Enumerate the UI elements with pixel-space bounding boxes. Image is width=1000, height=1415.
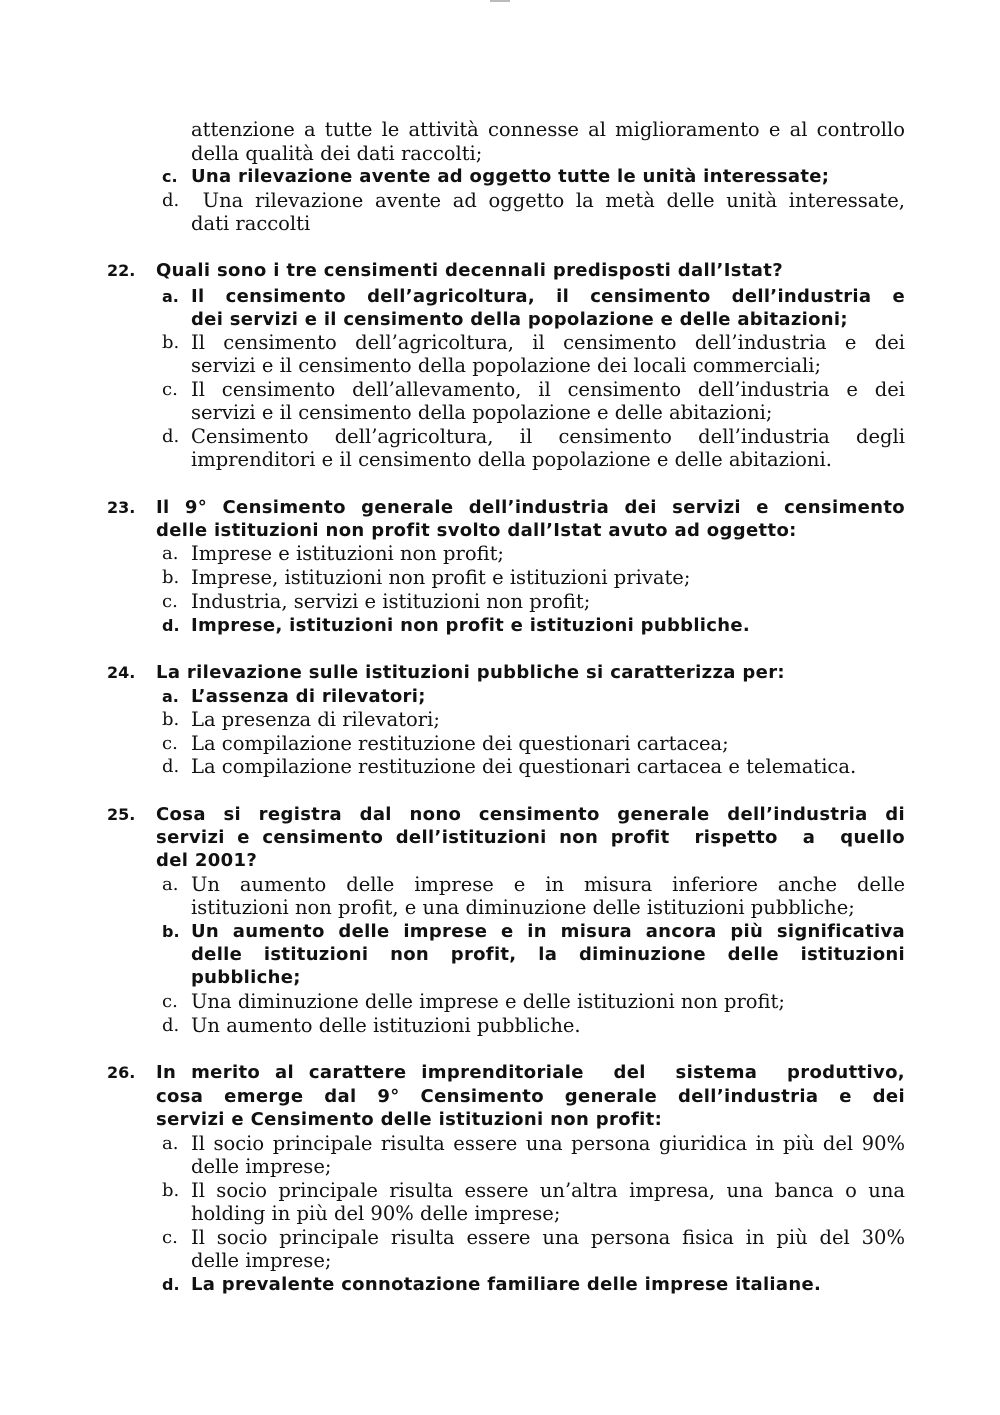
option-label: c. — [162, 379, 178, 400]
option-text: Industria, servizi e istituzioni non profit; — [191, 590, 591, 613]
option-label: d. — [162, 616, 180, 635]
question-text: Quali sono i tre censimenti decennali predisposti dall’Istat? — [156, 260, 784, 281]
question-text: Il 9° Censimento generale dell’industria dei servizi e censimento — [156, 497, 905, 518]
question-number: 26. — [107, 1063, 136, 1082]
option-text: Il censimento dell’agricoltura, il censimento dell’industria e dei — [191, 331, 905, 354]
intro-line: attenzione a tutte le attività connesse al miglioramento e al controllo — [191, 118, 905, 141]
question-number: 25. — [107, 805, 136, 824]
option-label: d. — [162, 1015, 180, 1036]
option-label: a. — [162, 1133, 179, 1154]
option-text: La presenza di rilevatori; — [191, 708, 440, 731]
option-text-correct: pubbliche; — [191, 967, 301, 988]
option-text: La compilazione restituzione dei questionari cartacea; — [191, 732, 729, 755]
question-text: servizi e Censimento delle istituzioni non profit: — [156, 1109, 663, 1130]
option-text: delle imprese; — [191, 1249, 332, 1272]
option-text-correct: Una rilevazione avente ad oggetto tutte le unità interessate; — [191, 166, 830, 187]
option-text: Un aumento delle imprese e in misura inferiore anche delle — [191, 873, 905, 896]
option-text: Una rilevazione avente ad oggetto la metà delle unità interessate, — [191, 189, 905, 212]
intro-line: della qualità dei dati raccolti; — [191, 141, 483, 165]
option-label: d. — [162, 190, 180, 211]
option-text: imprenditori e il censimento della popolazione e delle abitazioni. — [191, 448, 832, 471]
question-number: 24. — [107, 663, 136, 682]
option-text-correct: La prevalente connotazione familiare delle imprese italiane. — [191, 1274, 822, 1295]
question-text: del 2001? — [156, 850, 258, 871]
option-text-correct: delle istituzioni non profit, la diminuzione delle istituzioni — [191, 944, 905, 965]
option-text-correct: Un aumento delle imprese e in misura ancora più significativa — [191, 921, 905, 942]
option-label: c. — [162, 991, 178, 1012]
option-text-correct: Il censimento dell’agricoltura, il censimento dell’industria e — [191, 286, 905, 307]
option-text: Imprese, istituzioni non profit e istituzioni private; — [191, 566, 691, 589]
option-label: c. — [162, 733, 178, 754]
option-label: d. — [162, 756, 180, 777]
question-number: 22. — [107, 261, 136, 280]
question-number: 23. — [107, 498, 136, 517]
option-label: c. — [162, 591, 178, 612]
option-label: a. — [162, 874, 179, 895]
option-label: a. — [162, 687, 179, 706]
option-text: dati raccolti — [191, 212, 311, 235]
option-text: Il socio principale risulta essere una persona giuridica in più del 90% — [191, 1132, 905, 1155]
option-label: a. — [162, 543, 179, 564]
option-text-correct: dei servizi e il censimento della popolazione e delle abitazioni; — [191, 309, 848, 330]
option-text: Il socio principale risulta essere un’altra impresa, una banca o una — [191, 1179, 905, 1202]
option-text: Un aumento delle istituzioni pubbliche. — [191, 1014, 581, 1037]
option-label: b. — [162, 567, 180, 588]
option-text: Una diminuzione delle imprese e delle istituzioni non profit; — [191, 990, 785, 1013]
option-label: b. — [162, 332, 180, 353]
question-text: Cosa si registra dal nono censimento generale dell’industria di — [156, 804, 905, 825]
option-text: servizi e il censimento della popolazione e delle abitazioni; — [191, 401, 773, 424]
option-text: servizi e il censimento della popolazione dei locali commerciali; — [191, 354, 822, 377]
option-text-correct: L’assenza di rilevatori; — [191, 686, 426, 707]
option-text: Il censimento dell’allevamento, il censimento dell’industria e dei — [191, 378, 905, 401]
option-text: La compilazione restituzione dei questionari cartacea e telematica. — [191, 755, 857, 778]
question-text: La rilevazione sulle istituzioni pubbliche si caratterizza per: — [156, 662, 785, 683]
option-label: d. — [162, 1275, 180, 1294]
option-label: b. — [162, 922, 180, 941]
option-label: b. — [162, 1180, 180, 1201]
option-label: c. — [162, 167, 178, 186]
question-text: servizi e censimento dell’istituzioni non profit rispetto a quello — [156, 827, 905, 848]
option-text: delle imprese; — [191, 1155, 332, 1178]
option-label: d. — [162, 426, 180, 447]
question-text: In merito al carattere imprenditoriale del sistema produttivo, — [156, 1062, 905, 1083]
option-label: c. — [162, 1227, 178, 1248]
page-top-mark — [490, 0, 510, 2]
option-label: a. — [162, 287, 179, 306]
option-text: holding in più del 90% delle imprese; — [191, 1202, 561, 1225]
option-label: b. — [162, 709, 180, 730]
option-text: Censimento dell’agricoltura, il censimento dell’industria degli — [191, 425, 905, 448]
option-text: istituzioni non profit, e una diminuzione delle istituzioni pubbliche; — [191, 896, 855, 919]
question-text: delle istituzioni non profit svolto dall’Istat avuto ad oggetto: — [156, 520, 797, 541]
option-text: Il socio principale risulta essere una persona fisica in più del 30% — [191, 1226, 905, 1249]
option-text: Imprese e istituzioni non profit; — [191, 542, 504, 565]
option-text-correct: Imprese, istituzioni non profit e istituzioni pubbliche. — [191, 615, 751, 636]
question-text: cosa emerge dal 9° Censimento generale dell’industria e dei — [156, 1086, 905, 1107]
